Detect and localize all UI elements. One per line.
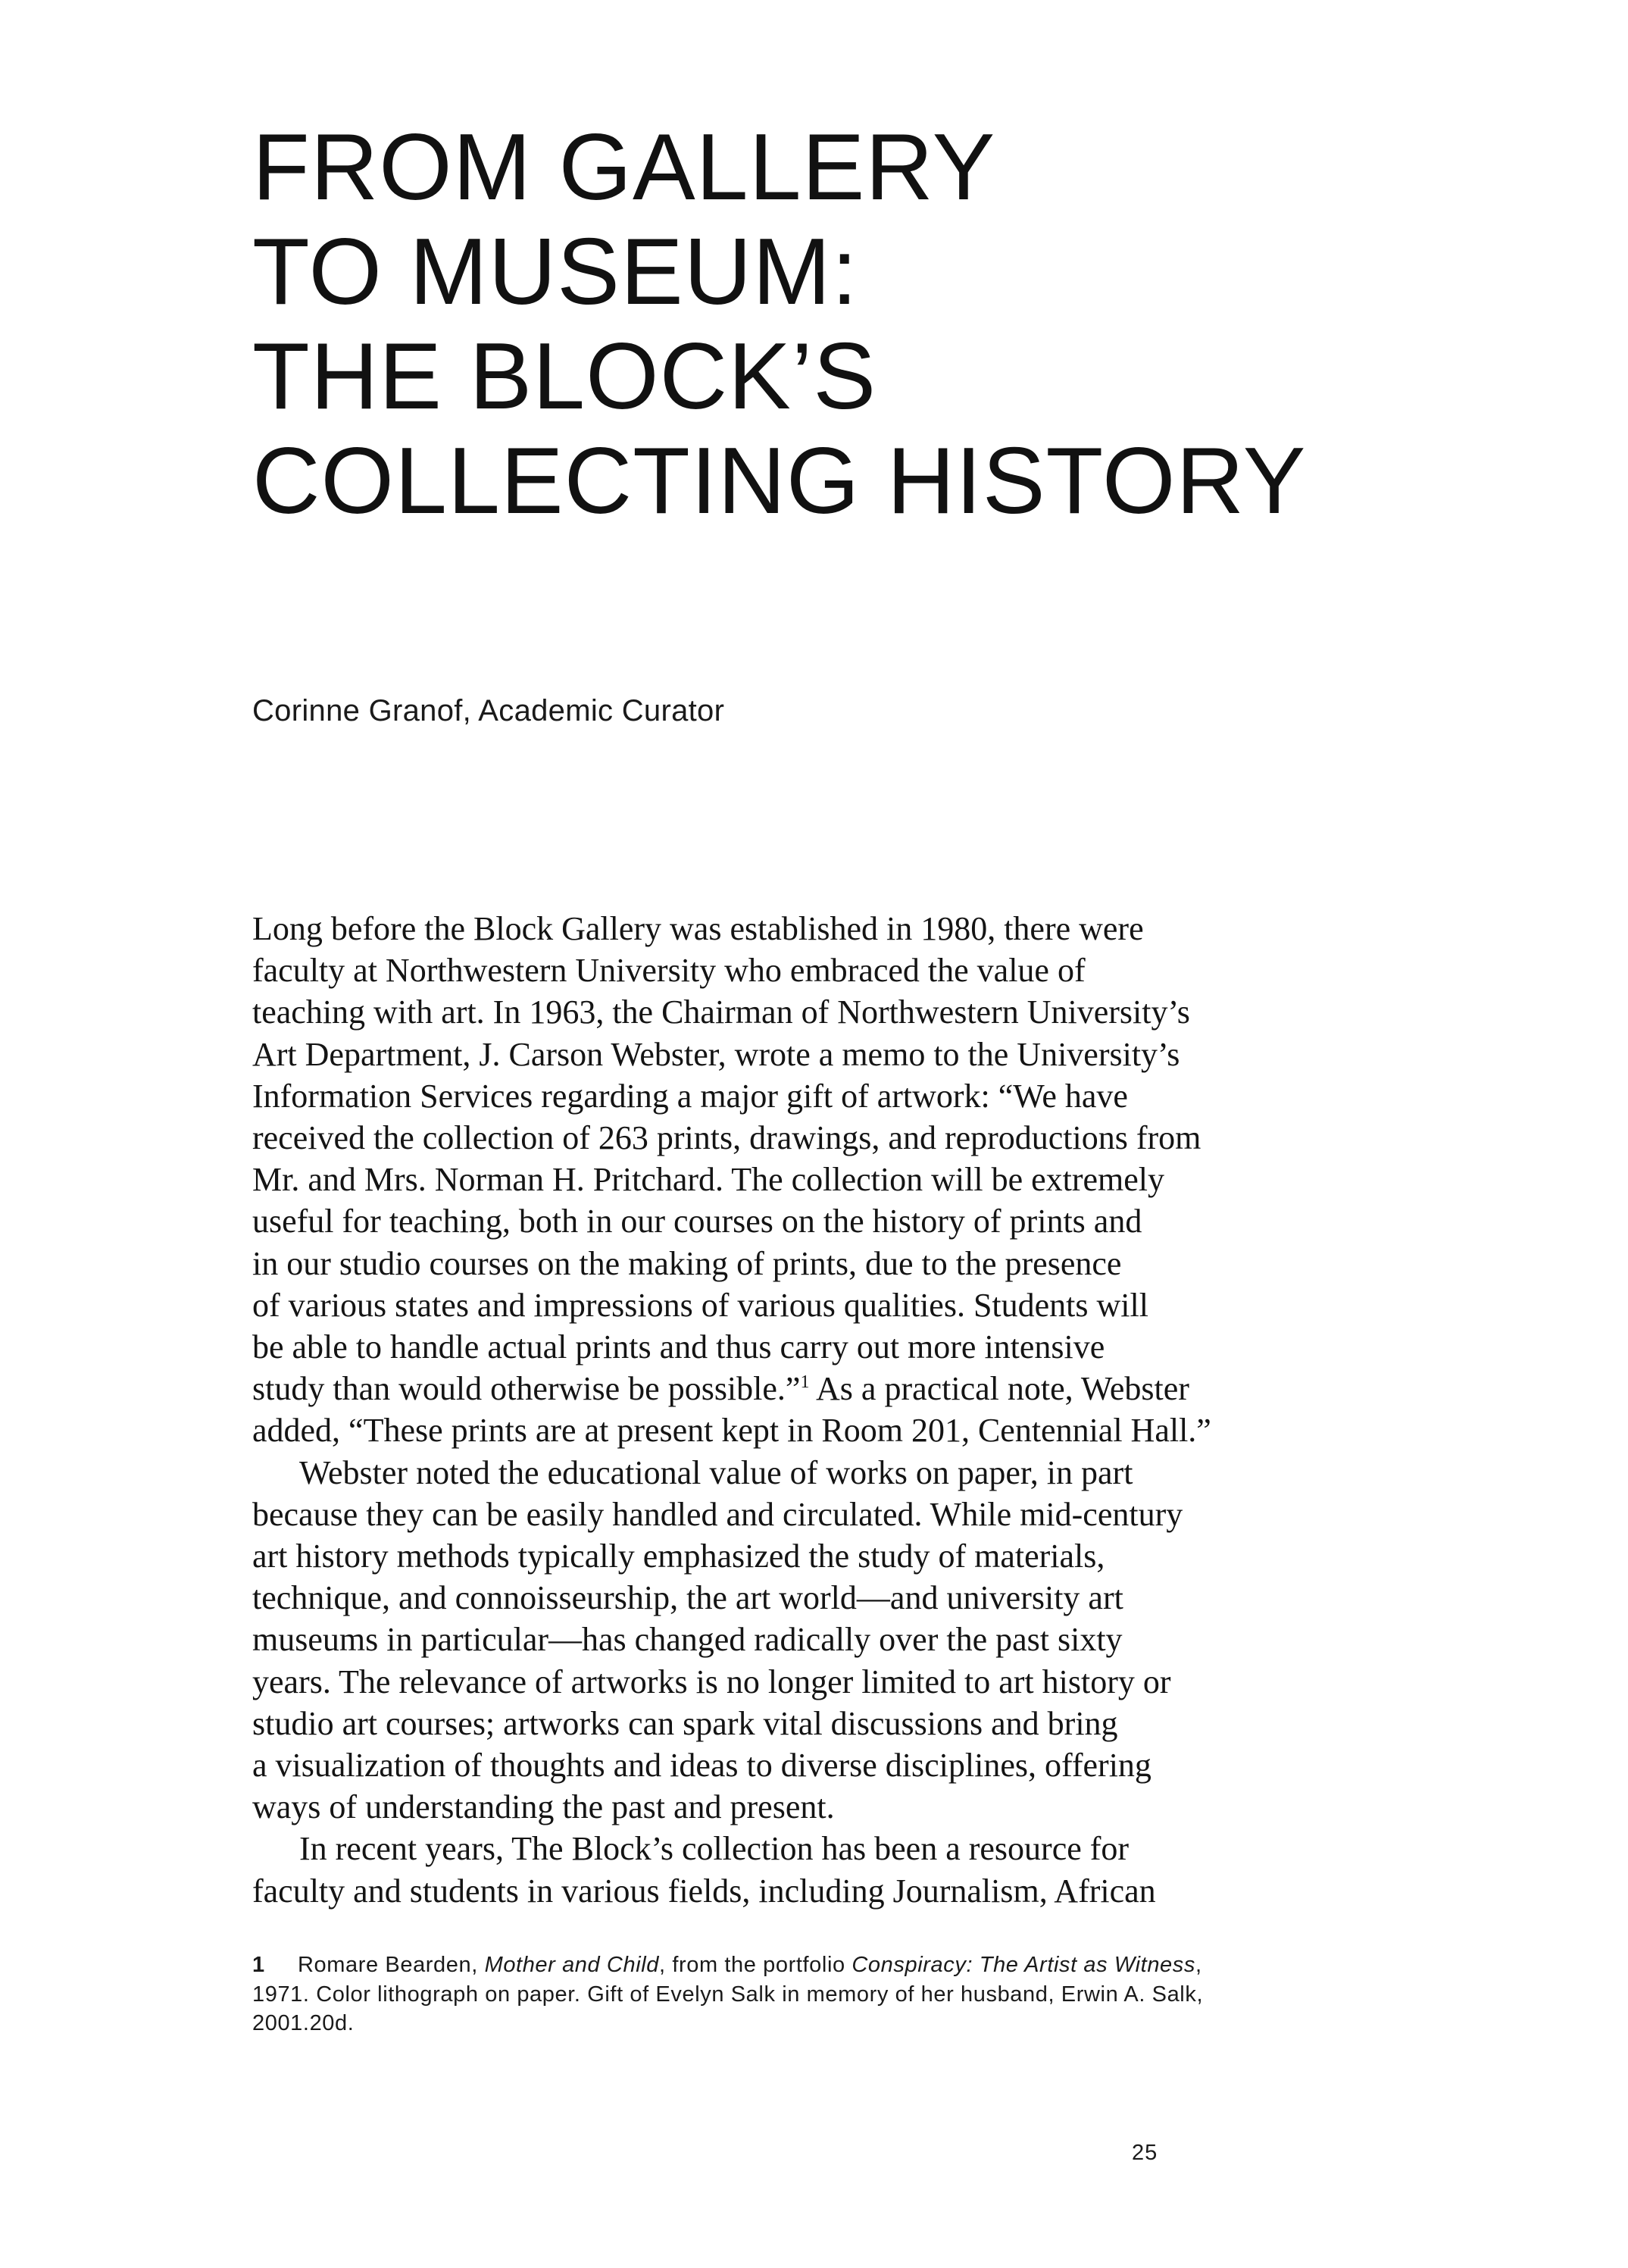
text-line: Long before the Block Gallery was established in 1980, there were [252, 910, 1144, 947]
text-line: added, “These prints are at present kept in Room 201, Centennial Hall.” [252, 1412, 1211, 1450]
title-line: TO MUSEUM: [252, 220, 858, 324]
article-title [252, 115, 1389, 533]
text-line: ways of understanding the past and present. [252, 1788, 835, 1826]
text-line: art history methods typically emphasized the study of materials, [252, 1538, 1105, 1575]
footnote-line: 1971. Color lithograph on paper. Gift of Evelyn Salk in memory of her husband, Erwin A. Salk, [252, 1982, 1204, 2007]
footnote-line [252, 1950, 1366, 1980]
text-line: Mr. and Mrs. Norman H. Pritchard. The collection will be extremely [252, 1161, 1165, 1199]
footnote-text: , from the portfolio [659, 1953, 852, 1977]
text-line: because they can be easily handled and circulated. While mid-century [252, 1495, 1183, 1533]
paragraph-1 [252, 908, 1366, 1452]
text-line: teaching with art. In 1963, the Chairman of Northwestern University’s [252, 993, 1190, 1031]
text-line: a visualization of thoughts and ideas to diverse disciplines, offering [252, 1747, 1151, 1785]
text-line: useful for teaching, both in our courses on the history of prints and [252, 1203, 1142, 1240]
text-line: technique, and connoisseurship, the art world—and university art [252, 1579, 1123, 1617]
paragraph-3 [252, 1828, 1366, 1911]
author-byline: Corinne Granof, Academic Curator [252, 694, 725, 727]
text-line: Webster noted the educational value of works on paper, in part [299, 1453, 1133, 1491]
text-line [252, 1368, 1366, 1409]
text-line: in our studio courses on the making of prints, due to the presence [252, 1244, 1122, 1282]
text-line: Art Department, J. Carson Webster, wrote a memo to the University’s [252, 1035, 1180, 1073]
footnote [252, 1950, 1366, 2038]
portfolio-title: Conspiracy: The Artist as Witness [851, 1953, 1195, 1977]
text-line: Information Services regarding a major gift of artwork: “We have [252, 1077, 1128, 1115]
paragraph-2 [252, 1452, 1366, 1828]
title-line: THE BLOCK’S [252, 324, 877, 429]
text-line: be able to handle actual prints and thus carry out more intensive [252, 1328, 1105, 1366]
footnote-line: 2001.20d. [252, 2011, 355, 2035]
text-line: of various states and impressions of various qualities. Students will [252, 1286, 1148, 1324]
title-line: FROM GALLERY [252, 115, 996, 220]
footnote-text: , [1195, 1953, 1202, 1977]
text-line: In recent years, The Block’s collection has been a resource for [299, 1830, 1130, 1868]
text-line: faculty at Northwestern University who embraced the value of [252, 952, 1086, 990]
text-fragment: study than would otherwise be possible.” [252, 1370, 801, 1408]
text-line: years. The relevance of artworks is no longer limited to art history or [252, 1663, 1171, 1700]
footnote-text: Romare Bearden, [298, 1953, 485, 1977]
text-line: faculty and students in various fields, including Journalism, African [252, 1872, 1156, 1910]
title-line: COLLECTING HISTORY [252, 429, 1307, 533]
footnote-reference[interactable]: 1 [800, 1372, 810, 1393]
footnote-number: 1 [252, 1953, 265, 1977]
text-fragment: As a practical note, Webster [809, 1370, 1189, 1408]
page-number: 25 [1132, 2141, 1158, 2165]
text-line: studio art courses; artworks can spark vital discussions and bring [252, 1704, 1118, 1742]
text-line: museums in particular—has changed radically over the past sixty [252, 1621, 1123, 1659]
artwork-title: Mother and Child [484, 1953, 660, 1977]
article-body [252, 908, 1366, 1912]
text-line: received the collection of 263 prints, drawings, and reproductions from [252, 1119, 1201, 1157]
